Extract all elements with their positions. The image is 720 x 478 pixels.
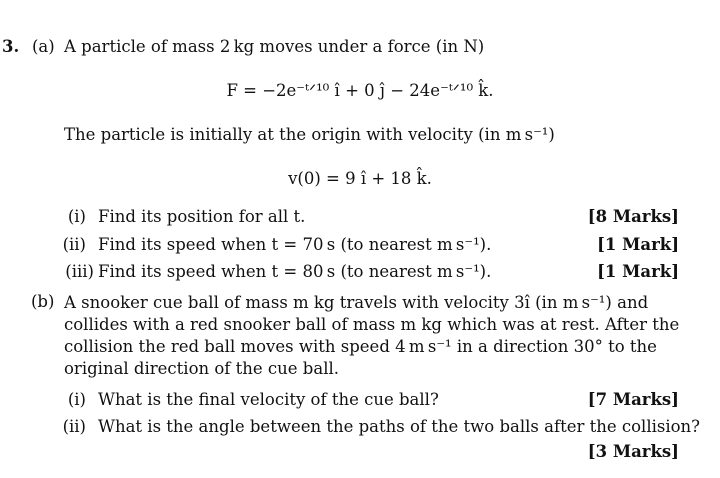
part-b-label: (b) xyxy=(31,292,55,311)
marks-badge: [1 Mark] xyxy=(597,262,679,281)
part-b-subpart-label: (i) xyxy=(67,390,86,409)
part-a-subpart-text: Find its position for all t. xyxy=(98,207,306,226)
marks-badge: [7 Marks] xyxy=(587,390,679,409)
part-a-subpart-text: Find its speed when t = 80 s (to nearest m s⁻¹). xyxy=(98,262,492,281)
part-a-subpart-label: (iii) xyxy=(65,262,94,281)
question-number: 3. xyxy=(2,37,20,56)
part-a-intro: A particle of mass 2 kg moves under a force (in N) xyxy=(64,37,485,56)
part-b-subpart-text: What is the angle between the paths of the two balls after the collision? xyxy=(98,417,701,436)
part-a-subpart-text: Find its speed when t = 70 s (to nearest m s⁻¹). xyxy=(98,235,492,254)
part-a-subpart-label: (i) xyxy=(67,207,86,226)
part-b-subpart-text: What is the final velocity of the cue ball? xyxy=(98,390,439,409)
part-a-subpart-label: (ii) xyxy=(62,235,86,254)
part-b-subpart-label: (ii) xyxy=(62,417,86,436)
marks-badge: [1 Mark] xyxy=(597,235,679,254)
initial-conditions-text: The particle is initially at the origin with velocity (in m s⁻¹) xyxy=(64,125,555,144)
marks-badge: [3 Marks] xyxy=(587,442,679,461)
part-a-label: (a) xyxy=(32,37,55,56)
velocity-equation: v(0) = 9 î + 18 k̂. xyxy=(288,169,432,188)
force-equation: F = −2e⁻ᵗᐟ¹⁰ î + 0 ĵ − 24e⁻ᵗᐟ¹⁰ k̂. xyxy=(226,81,494,100)
marks-badge: [8 Marks] xyxy=(587,207,679,226)
part-b-text: A snooker cue ball of mass m kg travels with velocity 3î (in m s⁻¹) and collides with a red snooker ball of mass m kg which was at rest. After the collision the red ball moves with speed 4 m s⁻¹ in a direction 30° to the original direction of the cue ball. xyxy=(64,293,680,378)
